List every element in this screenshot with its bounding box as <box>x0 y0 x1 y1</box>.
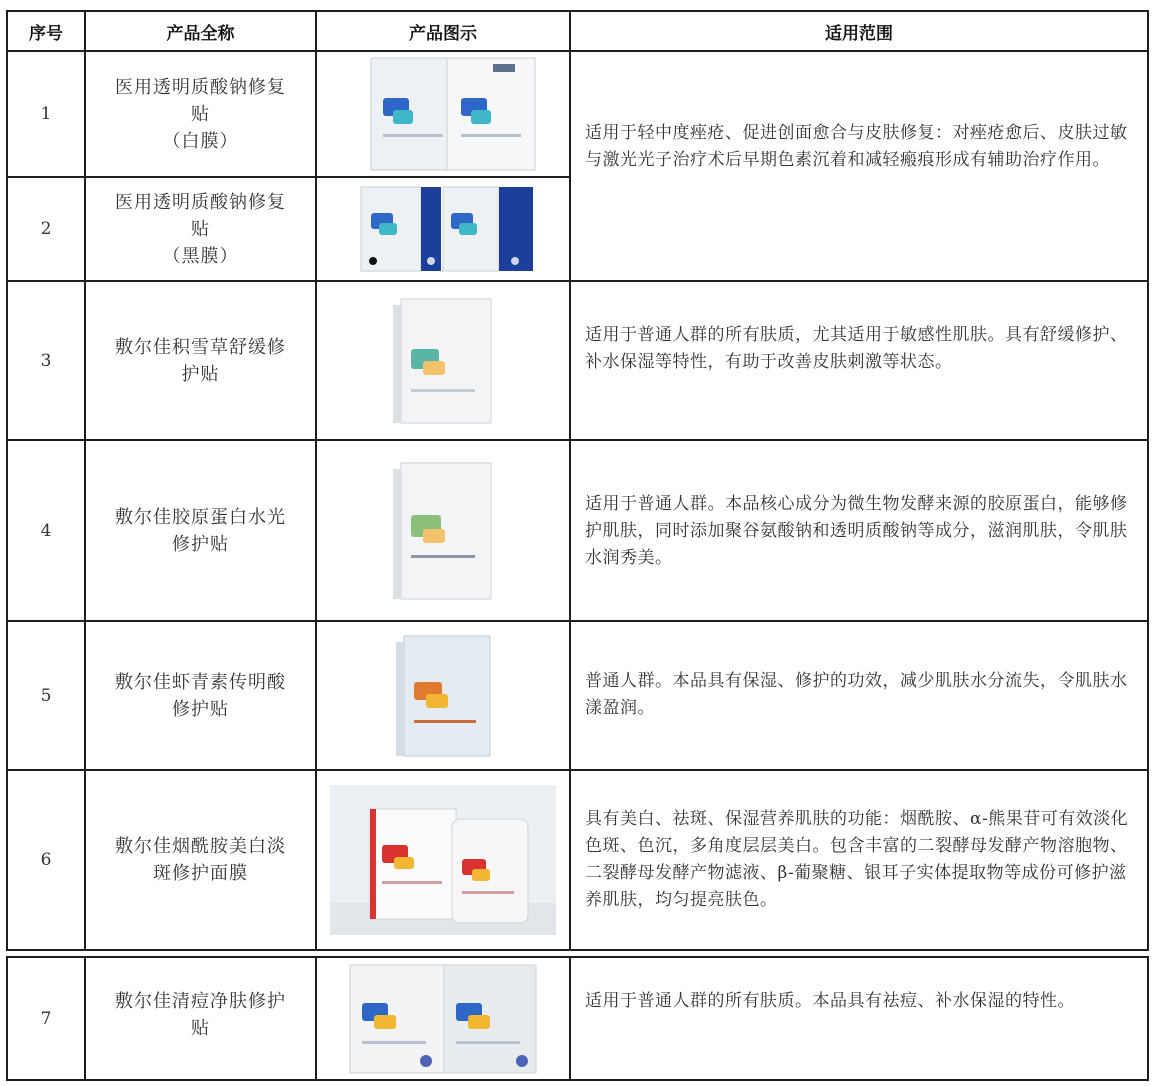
row-index-label: 4 <box>40 520 52 541</box>
row-3-image <box>315 280 571 441</box>
name-lines <box>115 669 286 723</box>
name-lines <box>115 334 286 388</box>
name-line: 敷尔佳烟酰胺美白淡 <box>115 836 286 857</box>
header-name <box>84 10 317 52</box>
row-index-label: 3 <box>40 350 52 371</box>
white-film-patch-box-image <box>343 54 543 174</box>
centella-patch-box-image <box>383 291 503 431</box>
scope-text: 具有美白、祛斑、保湿营养肌肤的功能：烟酰胺、α-熊果苷可有效淡化色斑、色沉，多角度层层美白。包含丰富的二裂酵母发酵产物溶胞物、二裂酵母发酵产物滤液、β-葡聚糖、银耳子实体提取物等成份可修护滋养肌肤，均匀提亮肤色。 <box>585 809 1129 910</box>
name-line: （白膜） <box>162 130 239 152</box>
name-line: 贴 <box>191 218 210 240</box>
row-7-image <box>315 956 571 1081</box>
row-3-index <box>6 280 86 441</box>
black-film-patch-box-image <box>343 181 543 277</box>
niacinamide-mask-box-image <box>330 785 556 935</box>
row-2-image <box>315 176 571 282</box>
row-6-scope <box>569 769 1149 951</box>
name-lines <box>115 189 286 270</box>
row-5-name <box>84 620 317 771</box>
row-1-index <box>6 50 86 178</box>
header-image-label: 产品图示 <box>409 23 477 44</box>
row-1-2-scope <box>569 50 1149 282</box>
row-7-index <box>6 956 86 1081</box>
collagen-patch-box-image <box>383 451 503 611</box>
header-name-label: 产品全称 <box>166 23 235 44</box>
name-line: 修护贴 <box>172 533 229 555</box>
name-line: 敷尔佳清痘净肤修护 <box>115 991 286 1012</box>
header-index <box>6 10 86 52</box>
scope-text: 普通人群。本品具有保湿、修护的功效，减少肌肤水分流失，令肌肤水漾盈润。 <box>585 671 1128 718</box>
row-5-scope <box>569 620 1149 771</box>
name-line: 敷尔佳积雪草舒缓修 <box>115 336 286 358</box>
row-6-name <box>84 769 317 951</box>
row-1-image <box>315 50 571 178</box>
header-index-label: 序号 <box>29 23 63 44</box>
row-index-label: 6 <box>40 850 52 870</box>
acne-patch-box-image <box>346 961 540 1077</box>
row-3-name <box>84 280 317 441</box>
name-line: 医用透明质酸钠修复 <box>115 191 286 213</box>
row-5-index <box>6 620 86 771</box>
row-index-label: 7 <box>40 1008 52 1029</box>
scope-text: 适用于轻中度痤疮、促进创面愈合与皮肤修复：对痤疮愈后、皮肤过敏与激光光子治疗术后早期色素沉着和减轻瘢痕形成有辅助治疗作用。 <box>585 123 1128 170</box>
row-3-scope <box>569 280 1149 441</box>
row-4-name <box>84 439 317 622</box>
row-index-label: 2 <box>40 219 52 239</box>
name-line: 敷尔佳胶原蛋白水光 <box>115 506 286 528</box>
name-line: 护贴 <box>181 363 220 385</box>
name-line: 贴 <box>191 1018 210 1039</box>
header-scope-label: 适用范围 <box>825 23 893 44</box>
row-1-name <box>84 50 317 178</box>
name-line: 斑修护面膜 <box>153 863 248 884</box>
row-4-index <box>6 439 86 622</box>
row-7-scope <box>569 956 1149 1081</box>
name-lines <box>115 504 286 558</box>
row-7-name <box>84 956 317 1081</box>
row-2-name <box>84 176 317 282</box>
scope-text: 适用于普通人群的所有肤质。本品具有祛痘、补水保湿的特性。 <box>585 991 1075 1011</box>
row-index-label: 5 <box>40 685 52 706</box>
name-line: 贴 <box>191 103 210 125</box>
scope-text: 适用于普通人群的所有肤质，尤其适用于敏感性肌肤。具有舒缓修护、补水保湿等特性，有助于改善皮肤刺激等状态。 <box>585 325 1128 372</box>
name-line: 敷尔佳虾青素传明酸 <box>115 671 286 693</box>
name-line: 修护贴 <box>172 698 229 720</box>
header-scope <box>569 10 1149 52</box>
name-line: 医用透明质酸钠修复 <box>115 76 286 98</box>
name-lines <box>115 74 286 155</box>
name-line: （黑膜） <box>162 245 239 267</box>
row-6-image <box>315 769 571 951</box>
row-4-scope <box>569 439 1149 622</box>
row-index-label: 1 <box>40 104 52 124</box>
row-4-image <box>315 439 571 622</box>
name-lines <box>115 988 286 1042</box>
scope-text: 适用于普通人群。本品核心成分为微生物发酵来源的胶原蛋白，能够修护肌肤，同时添加聚谷氨酸钠和透明质酸钠等成分，滋润肌肤，令肌肤水润秀美。 <box>585 494 1128 568</box>
name-lines <box>115 833 286 887</box>
row-6-index <box>6 769 86 951</box>
row-2-index <box>6 176 86 282</box>
row-5-image <box>315 620 571 771</box>
header-image <box>315 10 571 52</box>
astaxanthin-patch-box-image <box>388 628 498 764</box>
